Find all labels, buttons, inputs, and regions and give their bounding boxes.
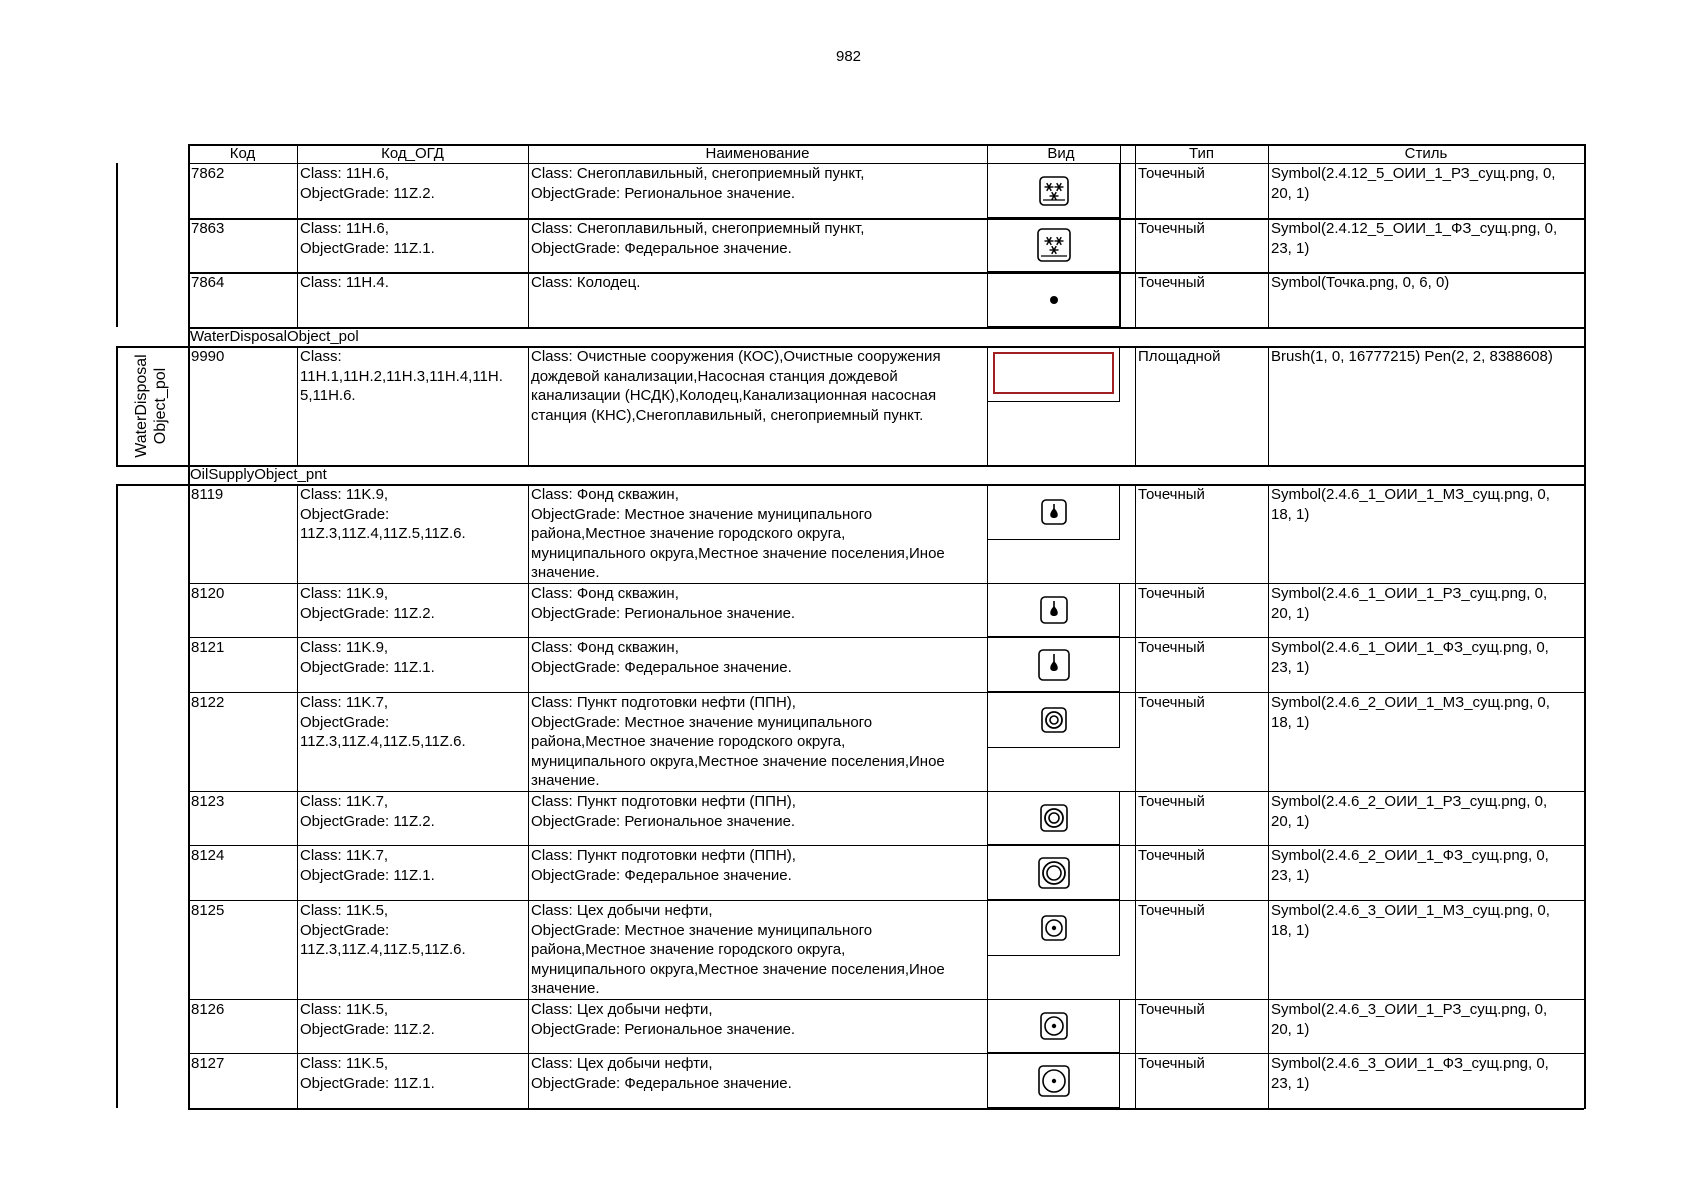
row-name-line: ObjectGrade: Местное значение муниципального [531,713,873,731]
row-type: Точечный [1138,639,1205,656]
oil-well-icon [1039,497,1069,527]
row-name-line: района,Местное значение городского округа, [531,733,846,751]
row-ogd-code-line: ObjectGrade: 11Z.1. [300,658,435,676]
side-label-line: Object_pol [152,367,169,444]
row-divider [188,1108,1584,1110]
column-header: Стиль [1404,145,1448,162]
row-name-line: ObjectGrade: Региональное значение. [531,184,796,202]
column-divider [1268,144,1269,327]
column-divider [1268,484,1269,1108]
row-style-line: Symbol(2.4.6_1_ОИИ_1_МЗ_сущ.png, 0, [1271,486,1550,503]
row-style [1271,1000,1547,1039]
row-style-line: 23, 1) [1271,239,1310,257]
row-name [531,485,945,583]
row-ogd-code-line: Class: 11K.7, [300,793,389,810]
row-name [531,792,796,831]
row-name-line: значение. [531,564,600,582]
row-name-line: района,Местное значение городского округа, [531,525,846,543]
row-style-line: 23, 1) [1271,1074,1310,1092]
row-name-line: канализации (НСДК),Колодец,Канализационная насосная [531,387,937,405]
row-name-line: Class: Фонд скважин, [531,639,679,656]
row-name-line: Class: Фонд скважин, [531,585,679,602]
side-label-line: WaterDisposal [133,353,150,458]
row-ogd-code-line: Class: 11K.9, [300,486,389,503]
group-label: WaterDisposalObject_pol [190,328,359,345]
row-code: 8126 [191,1001,225,1018]
group-label: OilSupplyObject_pnt [190,466,327,483]
row-name-line: дождевой канализации,Насосная станция дождевой [531,367,898,385]
row-name [531,1054,792,1093]
area-swatch [993,352,1114,394]
row-style [1271,901,1550,940]
row-name-line: ObjectGrade: Местное значение муниципального [531,505,873,523]
row-style [1271,485,1550,524]
row-type: Точечный [1138,1001,1205,1018]
row-name-line: муниципального округа,Местное значение поселения,Иное [531,960,945,978]
row-ogd-code-line: 11Z.3,11Z.4,11Z.5,11Z.6. [300,525,466,543]
row-ogd-code-line: ObjectGrade: 11Z.2. [300,1020,435,1038]
row-name-line: Class: Цех добычи нефти, [531,1001,713,1018]
row-ogd-code [300,792,435,831]
row-name-line: Class: Снегоплавильный, снегоприемный пункт, [531,220,865,237]
column-divider [1268,346,1269,465]
side-border [116,484,118,1108]
row-style-line: Symbol(2.4.6_1_ОИИ_1_РЗ_сущ.png, 0, [1271,585,1548,602]
row-style-line: 18, 1) [1271,921,1310,939]
row-type: Точечный [1138,274,1205,291]
row-ogd-code [300,901,466,960]
row-style-line: 18, 1) [1271,505,1310,523]
row-name [531,273,640,293]
row-style [1271,792,1547,831]
row-code: 8122 [191,694,225,711]
column-header: Вид [1047,145,1075,162]
dot-icon [1047,293,1061,307]
row-name [531,693,945,791]
row-style [1271,638,1549,677]
row-style-line: 20, 1) [1271,184,1310,202]
row-code: 9990 [191,348,225,365]
row-style-line: Symbol(2.4.6_2_ОИИ_1_ФЗ_сущ.png, 0, [1271,847,1549,864]
row-ogd-code-line: ObjectGrade: 11Z.2. [300,812,435,830]
row-name-line: района,Местное значение городского округа, [531,941,846,959]
row-ogd-code-line: ObjectGrade: [300,505,390,523]
row-ogd-code-line: ObjectGrade: 11Z.1. [300,866,435,884]
row-code: 7862 [191,165,225,182]
row-name-line: ObjectGrade: Региональное значение. [531,1020,796,1038]
column-divider [297,144,298,327]
column-divider [528,346,529,465]
row-ogd-code-line: Class: 11K.5, [300,1055,389,1072]
row-ogd-code [300,1054,435,1093]
row-name-line: ObjectGrade: Региональное значение. [531,604,796,622]
row-code: 8127 [191,1055,225,1072]
row-ogd-code-line: Class: 11H.6, [300,220,389,237]
row-style-line: Symbol(2.4.6_3_ОИИ_1_МЗ_сущ.png, 0, [1271,902,1550,919]
row-ogd-code-line: 11Z.3,11Z.4,11Z.5,11Z.6. [300,941,466,959]
row-name-line: ObjectGrade: Региональное значение. [531,812,796,830]
ring-dot-icon [1038,1010,1070,1042]
row-style-line: Symbol(2.4.12_5_ОИИ_1_РЗ_сущ.png, 0, [1271,165,1556,182]
row-name-line: значение. [531,772,600,790]
row-ogd-code-line: Class: 11K.7, [300,847,389,864]
row-style-line: Symbol(2.4.6_3_ОИИ_1_РЗ_сущ.png, 0, [1271,1001,1548,1018]
row-code: 8121 [191,639,225,656]
row-name-line: Class: Цех добычи нефти, [531,1055,713,1072]
oil-well-icon [1038,594,1070,626]
row-code: 8119 [191,486,224,503]
column-divider [188,144,190,1108]
row-type: Площадной [1138,348,1221,365]
row-style-line: Symbol(2.4.6_2_ОИИ_1_МЗ_сущ.png, 0, [1271,694,1550,711]
column-header: Код [229,145,256,162]
row-code: 8125 [191,902,225,919]
row-name [531,347,941,425]
row-name-line: Class: Колодец. [531,274,641,291]
row-name-line: ObjectGrade: Федеральное значение. [531,866,792,884]
row-style [1271,846,1549,885]
row-style-line: Symbol(2.4.6_2_ОИИ_1_РЗ_сущ.png, 0, [1271,793,1548,810]
row-ogd-code [300,584,435,623]
row-style [1271,219,1557,258]
row-type: Точечный [1138,1055,1205,1072]
side-group-label [132,346,172,466]
row-name-line: Class: Цех добычи нефти, [531,902,713,919]
row-ogd-code [300,347,503,406]
row-name [531,901,945,999]
row-type: Точечный [1138,847,1205,864]
row-name-line: Class: Пункт подготовки нефти (ППН), [531,694,796,711]
row-ogd-code [300,485,466,544]
row-type: Точечный [1138,902,1205,919]
row-style [1271,584,1547,623]
row-name-line: ObjectGrade: Федеральное значение. [531,658,792,676]
row-style-line: 23, 1) [1271,866,1310,884]
column-divider [987,484,988,1108]
row-type: Точечный [1138,220,1205,237]
row-code: 8124 [191,847,225,864]
column-header: Код_ОГД [381,145,444,162]
row-ogd-code [300,273,389,293]
column-header: Тип [1188,145,1214,162]
row-name-line: значение. [531,980,600,998]
row-style [1271,164,1555,203]
table-right-border [1584,144,1586,1109]
row-type: Точечный [1138,793,1205,810]
row-ogd-code-line: 5,11H.6. [300,387,356,405]
row-name-line: муниципального округа,Местное значение поселения,Иное [531,544,945,562]
column-divider [1135,346,1136,465]
row-type: Точечный [1138,585,1205,602]
row-ogd-code-line: ObjectGrade: 11Z.1. [300,1074,435,1092]
row-name-line: Class: Пункт подготовки нефти (ППН), [531,793,796,810]
row-type: Точечный [1138,486,1205,503]
page-number: 982 [835,48,862,65]
row-style-line: 20, 1) [1271,604,1310,622]
row-type: Точечный [1138,165,1205,182]
row-name-line: Class: Пункт подготовки нефти (ППН), [531,847,796,864]
row-style [1271,273,1449,293]
row-type: Точечный [1138,694,1205,711]
row-divider [116,465,1584,467]
double-ring-icon [1039,705,1069,735]
row-ogd-code [300,1000,435,1039]
row-ogd-code [300,846,435,885]
row-name-line: ObjectGrade: Местное значение муниципального [531,921,873,939]
row-style-line: 20, 1) [1271,1020,1310,1038]
row-name [531,219,864,258]
column-divider [528,144,529,327]
column-divider [297,484,298,1108]
row-style-line: 20, 1) [1271,812,1310,830]
row-ogd-code-line: Class: 11K.7, [300,694,389,711]
row-style-line: 23, 1) [1271,658,1310,676]
row-name-line: Class: Фонд скважин, [531,486,679,503]
row-ogd-code-line: Class: 11K.5, [300,1001,389,1018]
row-name [531,846,796,885]
row-ogd-code-line: Class: 11K.9, [300,585,389,602]
row-ogd-code-line: ObjectGrade: [300,713,390,731]
row-style-line: Symbol(2.4.6_1_ОИИ_1_ФЗ_сущ.png, 0, [1271,639,1549,656]
row-name [531,584,795,623]
row-name [531,164,864,203]
column-header: Наименование [705,145,810,162]
row-name-line: муниципального округа,Местное значение поселения,Иное [531,752,945,770]
double-ring-icon [1038,802,1070,834]
column-divider [987,346,988,465]
row-style-line: Symbol(2.4.6_3_ОИИ_1_ФЗ_сущ.png, 0, [1271,1055,1549,1072]
row-ogd-code-line: ObjectGrade: 11Z.1. [300,239,435,257]
row-ogd-code-line: Class: 11K.9, [300,639,389,656]
snowflake-icon [1037,174,1071,208]
row-name [531,1000,795,1039]
row-name-line: ObjectGrade: Федеральное значение. [531,239,792,257]
side-border [116,346,118,465]
ring-dot-icon [1039,913,1069,943]
row-ogd-code-line: ObjectGrade: 11Z.2. [300,184,435,202]
row-style [1271,347,1553,367]
column-divider [1135,484,1136,1108]
row-name-line: ObjectGrade: Федеральное значение. [531,1074,792,1092]
row-name-line: станция (КНС),Снегоплавильный, снегоприемный пункт. [531,406,924,424]
row-style [1271,693,1550,732]
row-code: 7864 [191,274,225,291]
row-ogd-code-line: 11H.1,11H.2,11H.3,11H.4,11H. [300,367,503,385]
row-ogd-code-line: ObjectGrade: [300,921,390,939]
row-ogd-code-line: Class: [300,348,342,365]
row-name-line: Class: Очистные сооружения (КОС),Очистные сооружения [531,348,941,365]
row-ogd-code [300,219,435,258]
row-ogd-code-line: ObjectGrade: 11Z.2. [300,604,435,622]
row-ogd-code-line: Class: 11H.6, [300,165,389,182]
column-divider [528,484,529,1108]
column-divider [297,346,298,465]
column-divider [1135,144,1136,327]
row-code: 8120 [191,585,225,602]
row-ogd-code [300,693,466,752]
column-divider [987,144,988,327]
row-divider [188,327,1584,329]
row-style [1271,1054,1549,1093]
ring-dot-icon [1036,1063,1072,1099]
row-style-line: Symbol(Точка.png, 0, 6, 0) [1271,274,1450,291]
row-style-line: Brush(1, 0, 16777215) Pen(2, 2, 8388608) [1271,348,1553,365]
oil-well-icon [1036,647,1072,683]
view-box-edge [1120,144,1121,327]
snowflake-icon [1035,226,1073,264]
row-style-line: 18, 1) [1271,713,1310,731]
row-ogd-code-line: Class: 11H.4. [300,274,389,291]
row-style-line: Symbol(2.4.12_5_ОИИ_1_ФЗ_сущ.png, 0, [1271,220,1558,237]
double-ring-icon [1036,855,1072,891]
row-ogd-code [300,638,435,677]
row-ogd-code-line: 11Z.3,11Z.4,11Z.5,11Z.6. [300,733,466,751]
row-ogd-code [300,164,435,203]
row-name [531,638,792,677]
row-code: 8123 [191,793,225,810]
row-name-line: Class: Снегоплавильный, снегоприемный пункт, [531,165,865,182]
row-ogd-code-line: Class: 11K.5, [300,902,389,919]
row-code: 7863 [191,220,225,237]
side-border [116,163,118,327]
